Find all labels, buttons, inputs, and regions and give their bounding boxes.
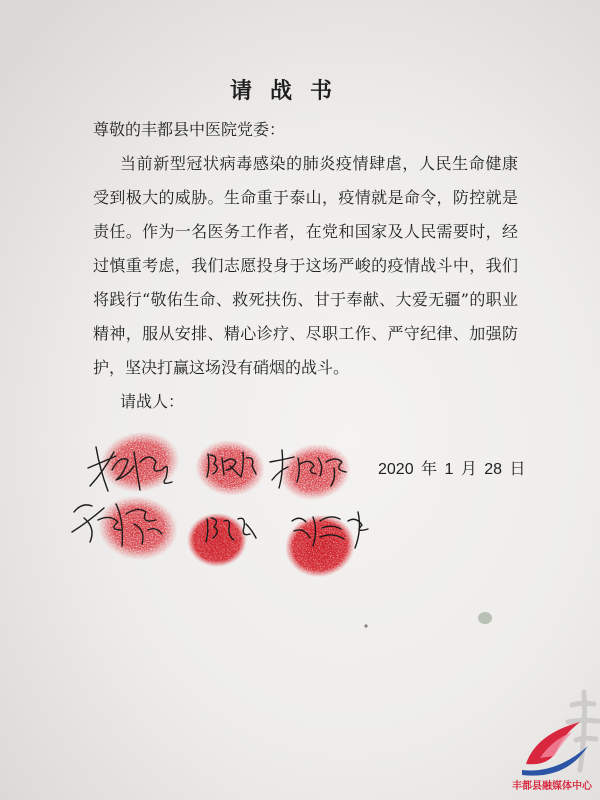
body-line: 将践行“敬佑生命、救死扶伤、甘于奉献、大爱无疆”的职业 [93,290,518,309]
signature-6 [279,508,368,583]
signature-1 [88,427,184,498]
body-line: 受到极大的威胁。生命重于泰山，疫情就是命令，防控就是 [93,188,518,207]
speck-mark [364,624,367,627]
fingerprint [192,436,267,499]
fingerprint [279,508,360,583]
logo-red-swoosh [526,722,580,764]
paper-stain [470,605,500,635]
salutation: 尊敬的丰都县中医院党委： [93,120,286,139]
signature-4 [72,491,182,566]
body-line: 责任。作为一名医务工作者，在党和国家及人民需要时，经 [93,222,518,241]
signature-5 [187,513,256,567]
body-line: 精神，服从安排、精心诊疗、尽职工作、严守纪律、加强防 [93,324,518,343]
signature-2 [192,436,267,499]
document-title: 请战书 [230,78,351,104]
body-line: 过慎重考虑，我们志愿投身于这场严峻的疫情战斗中，我们 [93,256,518,275]
stain-mark [478,612,492,624]
body-line: 护，坚决打赢这场没有硝烟的战斗。 [93,358,350,377]
fingerprint [94,491,182,566]
date: 2020 年 1 月 28 日 [378,461,526,478]
logo-text: 丰都县融媒体中心 [512,781,592,792]
paper-speck [360,620,372,632]
signatory-label: 请战人： [120,392,185,411]
body-line: 当前新型冠状病毒感染的肺炎疫情肆虐，人民生命健康 [120,154,518,173]
signature-3 [270,438,355,506]
media-center-logo [505,688,600,783]
signatures-area [0,420,600,590]
